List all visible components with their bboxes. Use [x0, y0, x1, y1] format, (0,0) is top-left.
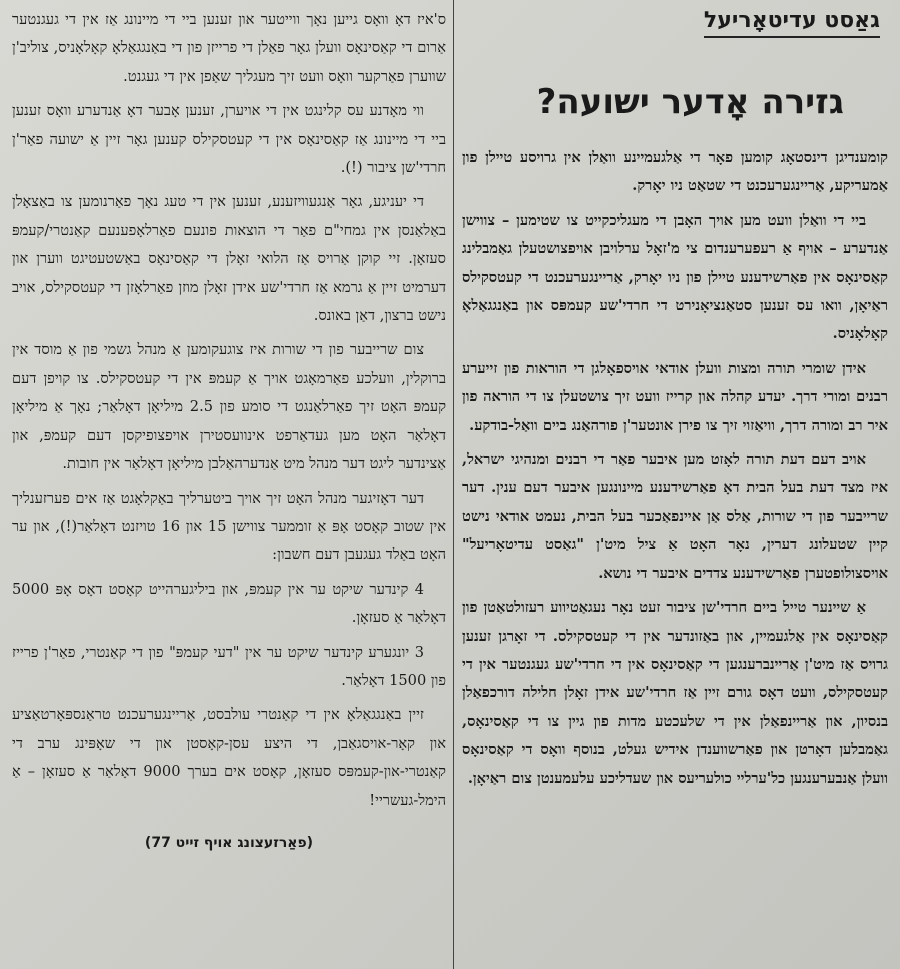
continuation-note: (פאַרזעצונג אויף זייט 77) — [144, 834, 314, 851]
paragraph: אַ שיינער טייל ביים חרדי'שן ציבור זעט נאָר נעגאַטיווע רעזולטאַטן פון קאַסינאָס אין אַלגעמיין, און באַזונדער אין די קעטסקילס. די זאָרגן זענען גרויס אַז מיט'ן אַריינברענגען די קאַסינאָס אין די חרדי'שע געגנטער אין די קעטסקילס, וועט דאָס גורם זיין אַז חרדי'שע אידן זאָלן חלילה דורכפאַלן בנסיון, און אַריינפאַלן אין די שלעכטע מדות פון גיין צו די קאַסינאָס, גאַמבלען דאָרטן און פאַרשווענדן אידיש געלט, בנוסף וואָס די קאַסינאָס וועלן אַנבערענגען כל'ערליי כולעריעס און שעדליכע עלעמענטן צום ראַיאָן. — [462, 599, 888, 787]
paragraph: אויב דעם דעת תורה לאָזט מען איבער פאַר די רבנים ומנהיגי ישראל, איז מצד דעת בעל הבית דאָ פאַרשידענע מיינונגען איבער דעם ענין. דער שרייבער פון די שורות, אַלס אַן איינפאַכער בעל הבית, נעמט אודאי נישט קיין שטעלונג דערין, נאָר האָט אַ ציל מיט'ן "גאַסט עדיטאָריעל" אויסצולופטערן פאַרשידענע צדדים איבער די נושא. — [462, 451, 888, 582]
right-column — [462, 0, 888, 969]
paragraph: אידן שומרי תורה ומצות וועלן אודאי אויספאָלגן די הוראות פון זייערע רבנים ומורי דרך. יעדע קהלה און קרייז וועט זיך צושטעלן צו די הוראה פון איר רב ומורה דרך, וויאַזוי זיך צו פירן אונטער'ן פורהאַנג ביים וואַל-בודקע. — [462, 359, 888, 434]
headline: גזירה אָדער ישועה? — [536, 82, 844, 122]
paragraph: ווי מאָדנע עס קלינגט אין די אויערן, זענען אָבער דאָ אַנדערע וואָס זענען ביי די מיינונג אַז קאַסינאָס אין די קעטסקילס קענען גאָר זיין אַ ישועה פאַר'ן חרדי'שן ציבור (!). — [12, 102, 446, 177]
paragraph: דער דאָזיגער מנהל האָט זיך אויך ביטערליך באַקלאָגט אַז אים פערזענליך אין שטוב קאָסט אָפּ אַ זוממער צווישן 15 און 16 טויזנט דאָלאַר(!), און ער האָט באַלד געגעבן דעם חשבון: — [12, 489, 446, 564]
paragraph: ס'איז דאָ וואָס גייען נאָך ווייטער און זענען ביי די מיינונג אַז אין די געגנטער אַרום די קאַסינאָס וועלן גאָר פאַלן די פרייזן פון די באַנגגאַלאָ קאָלאָניס, צוליב'ן שווערן פאַרקער וואָס וועט זיך מעגליך שאַפן אין די געגנט. — [12, 11, 446, 85]
paragraph: 4 קינדער שיקט ער אין קעמפּ, און ביליגערהייט קאָסט דאָס אָפּ 5000 דאָלאַר אַ סעזאָן. — [12, 580, 446, 627]
paragraph: 3 יונגערע קינדער שיקט ער אין "דעי קעמפּ" פון די קאַנטרי, פאַר'ן פרייז פון 1500 דאָלאַר. — [12, 643, 446, 689]
paragraph: קומענדיגן דינסטאָג קומען פאָר די אַלגעמיינע וואַלן אין גרויסע טיילן פון אַמעריקע, אַריינגערעכנט די שטאַט ניו יאָרק. — [462, 149, 888, 195]
left-column — [12, 0, 446, 969]
section-label — [462, 6, 888, 38]
paragraph: זיין באַנגגאַלאָ אין די קאַנטרי עולבסט, אַריינגערעכנט טראַנספּאָרטאַציע און קאָר-אויסגאַבן, די היצע עסן-קאָסטן און די שאָפּינג ערב די קאַנטרי-און-קעמפּס סעזאָן, קאָסט אים בערך 9000 דאָלאַר אַ סעזאָן – אַ הימל-געשריי! — [12, 706, 446, 809]
section-label-text: גאַסט עדיטאָריעל — [704, 6, 880, 38]
paragraph: צום שרייבער פון די שורות איז צוגעקומען אַ מנהל גשמי פון אַ מוסד אין ברוקלין, וועלכע פאַרמאָגט אויך אַ קעמפּ אין די קעטסקילס. צו קויפן דעם קעמפּ האָט זיך פאַרלאַנגט די סומע פון 2.5 מיליאָן דאָלאַר; נאָך אַ מיליאָן דאָלאַר האָט מען געדאַרפט אינוועסטירן אויפצופיקסן דעם קעמפּ, און אַצינדער ליגט דער מנהל מיט אַנדערהאַלבן מיליאָן דאָלאַר אין חובות. — [12, 341, 447, 473]
paragraph: ביי די וואַלן וועט מען אויך האָבן די מעגליכקייט צו שטימען – צווישן אַנדערע – אויף אַ רעפערענדום צי מ'זאָל ערלויבן אויפצושטעלן גאַמבלינג קאַסינאָס אין פאַרשידענע טיילן פון ניו יאָרק, אַריינגערעכנט די קעטסקילס ראַיאָן, וואו עס זענען סטאַנציאָנירט די חרדי'שע קעמפּס און באַנגגאַלאָ קאָלאָניס. — [462, 211, 888, 343]
paragraph: די יעניגע, גאָר אַנגעוויזענע, זענען אין די טעג נאָך פאַרנומען צו באַצאָלן באַלאַנסן אין גמחי"ם פאַר די הוצאות פונעם פאַרלאָפענעם קאַנטרי/קעמפּ סעזאָן. זיי קוקן אַרויס אַז הלואי זאָלן די קאַסינאָס באַשטעטיגט ווערן און דערמיט זיין אַ גרמא אַז חרדי'שע אידן זאָלן מוזן פאַרלאָזן די קעטסקילס, אויב נישט ברצון, דאַן באונס. — [12, 193, 446, 325]
column-divider — [453, 0, 454, 969]
